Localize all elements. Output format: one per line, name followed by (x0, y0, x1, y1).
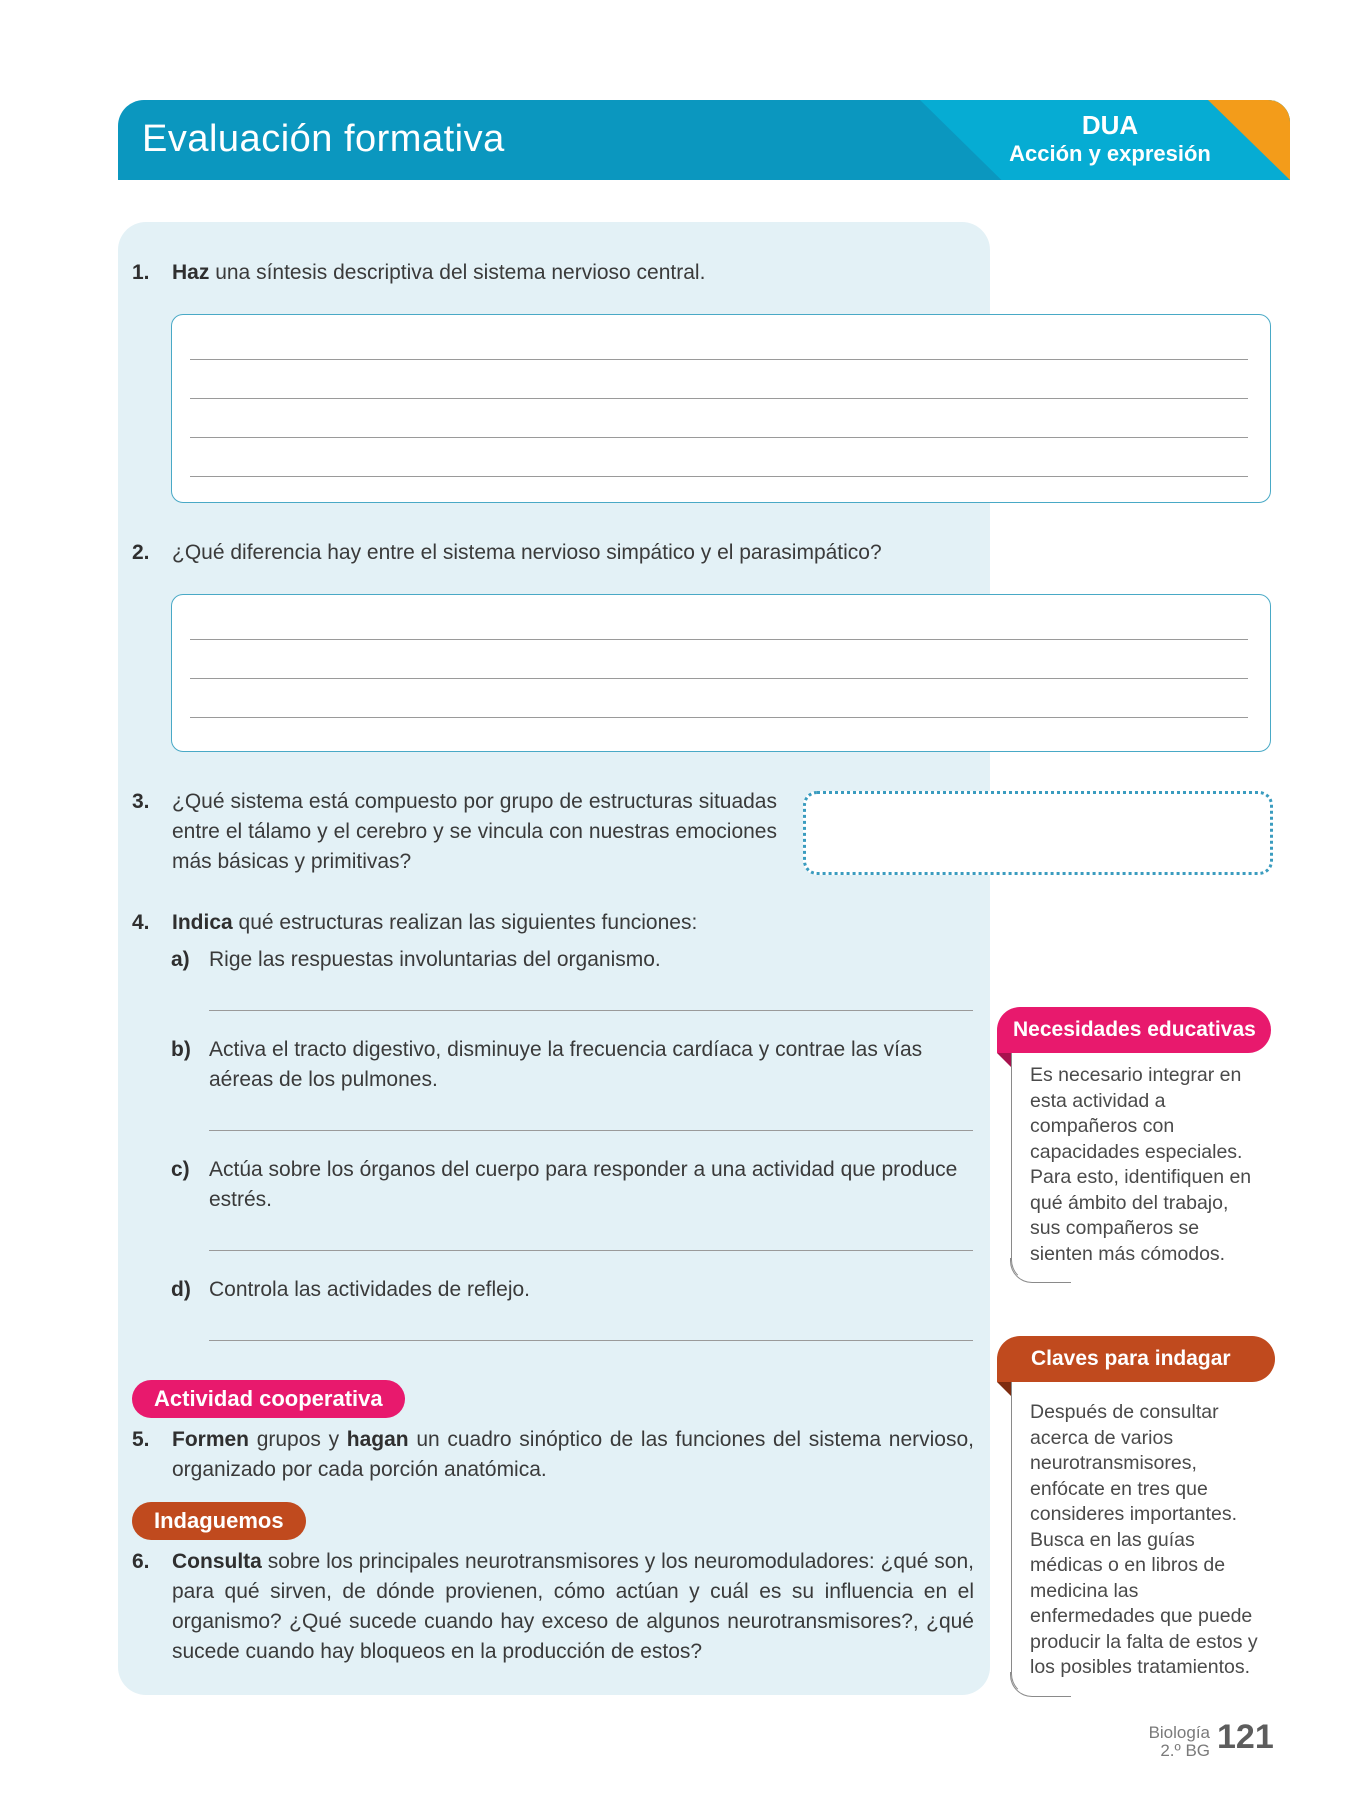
footer-subject-name: Biología (1148, 1723, 1210, 1742)
section-header (118, 100, 1290, 180)
note-corner-decoration (1010, 1672, 1071, 1697)
question-text: ¿Qué diferencia hay entre el sistema nervioso simpático y el parasimpático? (172, 541, 882, 564)
section-label-actividad-cooperativa: Actividad cooperativa (132, 1380, 405, 1418)
question-text: una síntesis descriptiva del sistema nervioso central. (209, 261, 706, 284)
page-title: Evaluación formativa (142, 118, 505, 160)
subquestion-a (171, 945, 971, 975)
dua-badge (995, 110, 1225, 168)
tab-fold-decoration (997, 1053, 1011, 1067)
question-verb: Formen (172, 1428, 250, 1451)
question-verb: Consulta (172, 1550, 262, 1573)
question-number: 2. (132, 541, 150, 564)
section-label-indaguemos: Indaguemos (132, 1502, 306, 1540)
question-number: 3. (132, 790, 150, 813)
answer-box-2[interactable] (171, 594, 1271, 752)
answer-line (190, 717, 1248, 718)
subquestion-text: Actúa sobre los órganos del cuerpo para responder a una actividad que produce estrés. (209, 1158, 958, 1211)
dua-badge-subtitle: Acción y expresión (1009, 141, 1211, 166)
footer-grade: 2.º BG (1160, 1741, 1210, 1760)
note-corner-decoration (1010, 1258, 1071, 1283)
answer-box-1[interactable] (171, 314, 1271, 503)
answer-line-b[interactable] (209, 1130, 973, 1131)
subquestion-letter: b) (171, 1038, 191, 1061)
tab-fold-decoration (997, 1382, 1011, 1396)
footer-subject (1120, 1724, 1210, 1760)
question-text: sobre los principales neurotransmisores y los neuromoduladores: ¿qué son, para qué sirven, de dónde provienen, cómo actúan y cuál es su influencia en el organismo? ¿Qué sucede cuando hay exceso de algunos neurotransmisores?, ¿qué sucede cuando hay bloqueos en la producción de estos? (172, 1550, 974, 1663)
question-1 (132, 258, 972, 288)
page-number: 121 (1217, 1718, 1274, 1756)
answer-line (190, 476, 1248, 477)
subquestion-text: Activa el tracto digestivo, disminuye la frecuencia cardíaca y contrae las vías aéreas de los pulmones. (209, 1038, 923, 1091)
question-verb: Haz (172, 261, 210, 284)
answer-line-c[interactable] (209, 1250, 973, 1251)
side-note-text: Después de consultar acerca de varios neurotransmisores, enfócate en tres que consideres importantes. Busca en las guías médicas o en libros de medicina las enfermedades que puede producir la falta de estos y los posibles tratamientos. (1030, 1401, 1258, 1678)
subquestion-c (171, 1155, 971, 1215)
subquestion-letter: a) (171, 948, 190, 971)
side-note-necesidades-educativas (997, 1007, 1272, 1282)
side-note-title: Claves para indagar (997, 1336, 1275, 1382)
answer-line (190, 639, 1248, 640)
answer-line (190, 678, 1248, 679)
question-3 (132, 787, 777, 877)
subquestion-letter: d) (171, 1278, 191, 1301)
question-number: 4. (132, 911, 150, 934)
side-note-claves-para-indagar (997, 1336, 1272, 1696)
question-text: ¿Qué sistema está compuesto por grupo de estructuras situadas entre el tálamo y el cerebro y se vincula con nuestras emociones más básicas y primitivas? (172, 790, 777, 873)
question-number: 6. (132, 1550, 150, 1573)
side-note-body (1011, 1382, 1268, 1696)
side-note-body (1011, 1053, 1260, 1282)
answer-box-3[interactable] (803, 791, 1273, 875)
subquestion-b (171, 1035, 971, 1095)
question-verb: hagan (346, 1428, 409, 1451)
question-6 (132, 1547, 974, 1667)
answer-line-d[interactable] (209, 1340, 973, 1341)
answer-line (190, 359, 1248, 360)
question-text: un cuadro sinóptico de las funciones del sistema nervioso, organizado por cada porción anatómica. (172, 1428, 974, 1481)
question-4 (132, 908, 972, 938)
answer-line-a[interactable] (209, 1010, 973, 1011)
dua-badge-title: DUA (1081, 110, 1139, 140)
question-text: qué estructuras realizan las siguientes funciones: (232, 911, 698, 934)
subquestion-d (171, 1275, 971, 1305)
question-5 (132, 1425, 974, 1485)
side-note-text: Es necesario integrar en esta actividad a compañeros con capacidades especiales. Para esto, identifiquen en qué ámbito del trabajo, sus compañeros se sienten más cómodos. (1030, 1064, 1252, 1265)
side-note-title: Necesidades educativas (997, 1007, 1271, 1053)
subquestion-text: Rige las respuestas involuntarias del organismo. (209, 948, 661, 971)
page-footer (1120, 1720, 1290, 1770)
question-number: 5. (132, 1428, 150, 1451)
question-2 (132, 538, 972, 568)
question-text: grupos y (249, 1428, 347, 1451)
answer-line (190, 437, 1248, 438)
question-number: 1. (132, 261, 150, 284)
subquestion-text: Controla las actividades de reflejo. (209, 1278, 531, 1301)
answer-line (190, 398, 1248, 399)
subquestion-letter: c) (171, 1158, 190, 1181)
question-verb: Indica (172, 911, 233, 934)
